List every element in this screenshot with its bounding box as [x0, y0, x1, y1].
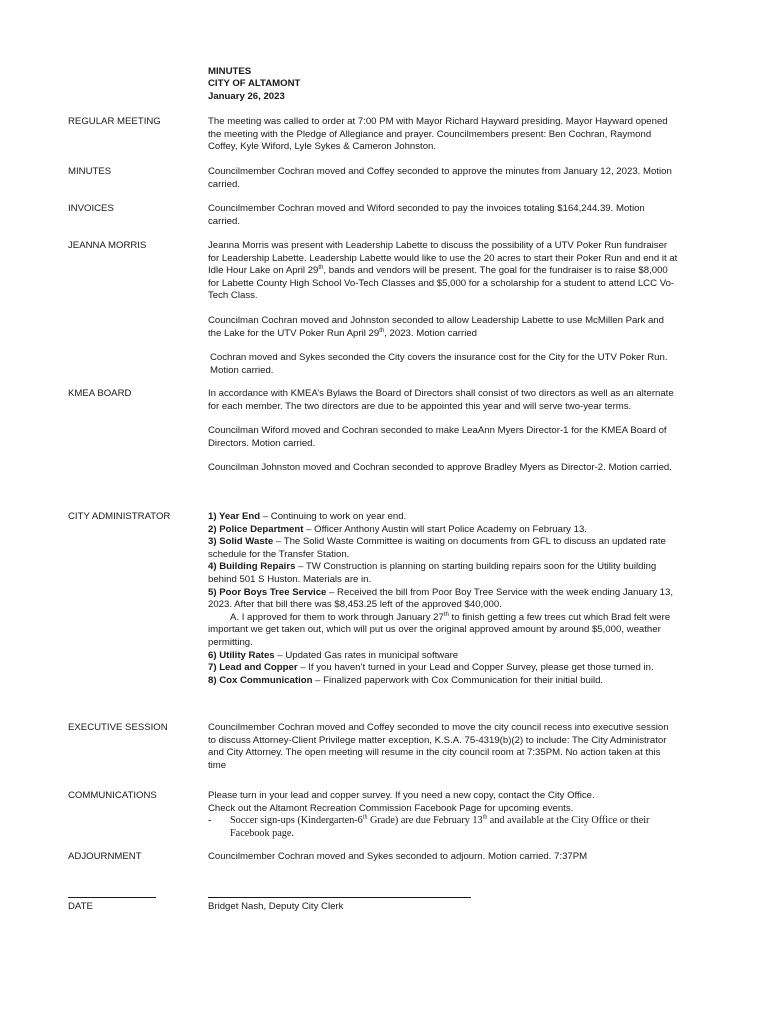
header-date: January 26, 2023	[208, 90, 285, 102]
section-label: REGULAR MEETING	[68, 116, 161, 127]
section-text	[208, 166, 678, 191]
date-signature-line	[68, 897, 156, 898]
administrator-items	[208, 511, 678, 687]
list-item: 5) Poor Boys Tree Service – Received the bill from Poor Boy Tree Service with the week ending January 13, 2023. After that bill there was $8,453.25 left of the approved $40,000.	[208, 586, 674, 611]
section-text	[208, 790, 678, 840]
section-label: COMMUNICATIONS	[68, 790, 157, 801]
paragraph: Councilmember Cochran moved and Coffey seconded to approve the minutes from January 12, 2023. Motion carried.	[208, 166, 672, 190]
list-item: 8) Cox Communication – Finalized paperwork with Cox Communication for their initial build.	[208, 674, 604, 686]
bullet-text: Soccer sign-ups (Kindergarten-6th Grade) are due February 13th and available at the City Office or their Facebook page.	[230, 814, 650, 839]
section-label: KMEA BOARD	[68, 388, 132, 399]
paragraph: Councilman Johnston moved and Cochran seconded to approve Bradley Myers as Director-2. Motion carried.	[208, 462, 672, 474]
section-label: JEANNA MORRIS	[68, 240, 147, 251]
date-label: DATE	[68, 901, 93, 912]
document-header	[208, 66, 300, 103]
paragraph: The meeting was called to order at 7:00 PM with Mayor Richard Hayward presiding. Mayor Hayward opened the meeting with the Pledge of Allegiance and prayer. Councilmembers present: Ben Cochran, Raymond Coffey, Kyle Wiford, Lyle Sykes & Cameron Johnston.	[208, 116, 668, 153]
paragraph: In accordance with KMEA’s Bylaws the Board of Directors shall consist of two directors as well as an alternate for each member. The two directors are due to be appointed this year and will serve two-year terms.	[208, 388, 674, 412]
section-text	[208, 116, 678, 154]
clerk-label: Bridget Nash, Deputy City Clerk	[208, 901, 344, 912]
paragraph: Cochran moved and Sykes seconded the City covers the insurance cost for the City for the UTV Poker Run. Motion carried.	[210, 352, 668, 376]
paragraph: Councilmember Cochran moved and Sykes seconded to adjourn. Motion carried. 7:37PM	[208, 851, 588, 862]
list-item: 4) Building Repairs – TW Construction is planning on starting building repairs soon for the Utility building behind 501 S Huston. Materials are in.	[208, 561, 657, 585]
section-label: CITY ADMINISTRATOR	[68, 511, 171, 522]
paragraph: Councilman Cochran moved and Johnston seconded to allow Leadership Labette to use McMillen Park and the Lake for the UTV Poker Run April 29th, 2023. Motion carried	[208, 314, 664, 339]
paragraph: Check out the Altamont Recreation Commission Facebook Page for upcoming events.	[208, 802, 574, 814]
list-item: 3) Solid Waste – The Solid Waste Committee is waiting on documents from GFL to discuss an updated rate schedule for the Transfer Station.	[208, 536, 666, 560]
list-item: 6) Utility Rates – Updated Gas rates in municipal software	[208, 649, 459, 661]
paragraph: Councilmember Cochran moved and Wiford seconded to pay the invoices totaling $164,244.39. Motion carried.	[208, 203, 645, 227]
paragraph: Councilman Wiford moved and Cochran seconded to make LeaAnn Myers Director-1 for the KMEA Board of Directors. Motion carried.	[208, 425, 667, 449]
section-text	[208, 722, 678, 772]
paragraph: Councilmember Cochran moved and Coffey seconded to move the city council recess into executive session to discuss Attorney-Client Privilege matter exception, K.S.A. 75-4319(b)(2) to include: The City Administrator and City Attorney. The open meeting will resume in the city council room at 7:35PM. No action taken at this time	[208, 722, 669, 771]
clerk-signature-line	[208, 897, 471, 898]
section-label: INVOICES	[68, 203, 114, 214]
list-item: 1) Year End – Continuing to work on year end.	[208, 511, 407, 522]
bullet-dash: -	[208, 815, 212, 827]
section-label: MINUTES	[68, 166, 112, 177]
section-label: EXECUTIVE SESSION	[68, 722, 168, 733]
section-text	[208, 851, 678, 864]
list-item: 7) Lead and Copper – If you haven’t turned in your Lead and Copper Survey, please get those turned in.	[208, 662, 654, 674]
bullet-item	[208, 815, 678, 840]
paragraph: Jeanna Morris was present with Leadership Labette to discuss the possibility of a UTV Poker Run fundraiser for Leadership Labette. Leadership Labette would like to use the 20 acres to start their Poker Run and end it at Idle Hour Lake on April 29th, bands and vendors will be present. The goal for the fundraiser is to raise $8,000 for Labette County High School Vo-Tech Classes and $5,000 for a scholarship for a student to attend LCC Vo-Tech Class.	[208, 240, 678, 302]
list-item: 2) Police Department – Officer Anthony Austin will start Police Academy on February 13.	[208, 523, 587, 535]
section-text	[208, 203, 678, 228]
section-label: ADJOURNMENT	[68, 851, 142, 862]
header-title: MINUTES	[208, 66, 252, 77]
header-city: CITY OF ALTAMONT	[208, 78, 301, 90]
section-text	[208, 388, 678, 475]
section-text	[208, 240, 678, 377]
sub-list-item: A. I approved for them to work through January 27th to finish getting a few trees cut which Brad felt were important we get taken out, which will put us over the original approved amount by around $5,000, weather permitting.	[208, 611, 671, 648]
paragraph: Please turn in your lead and copper survey. If you need a new copy, contact the City Office.	[208, 790, 595, 801]
